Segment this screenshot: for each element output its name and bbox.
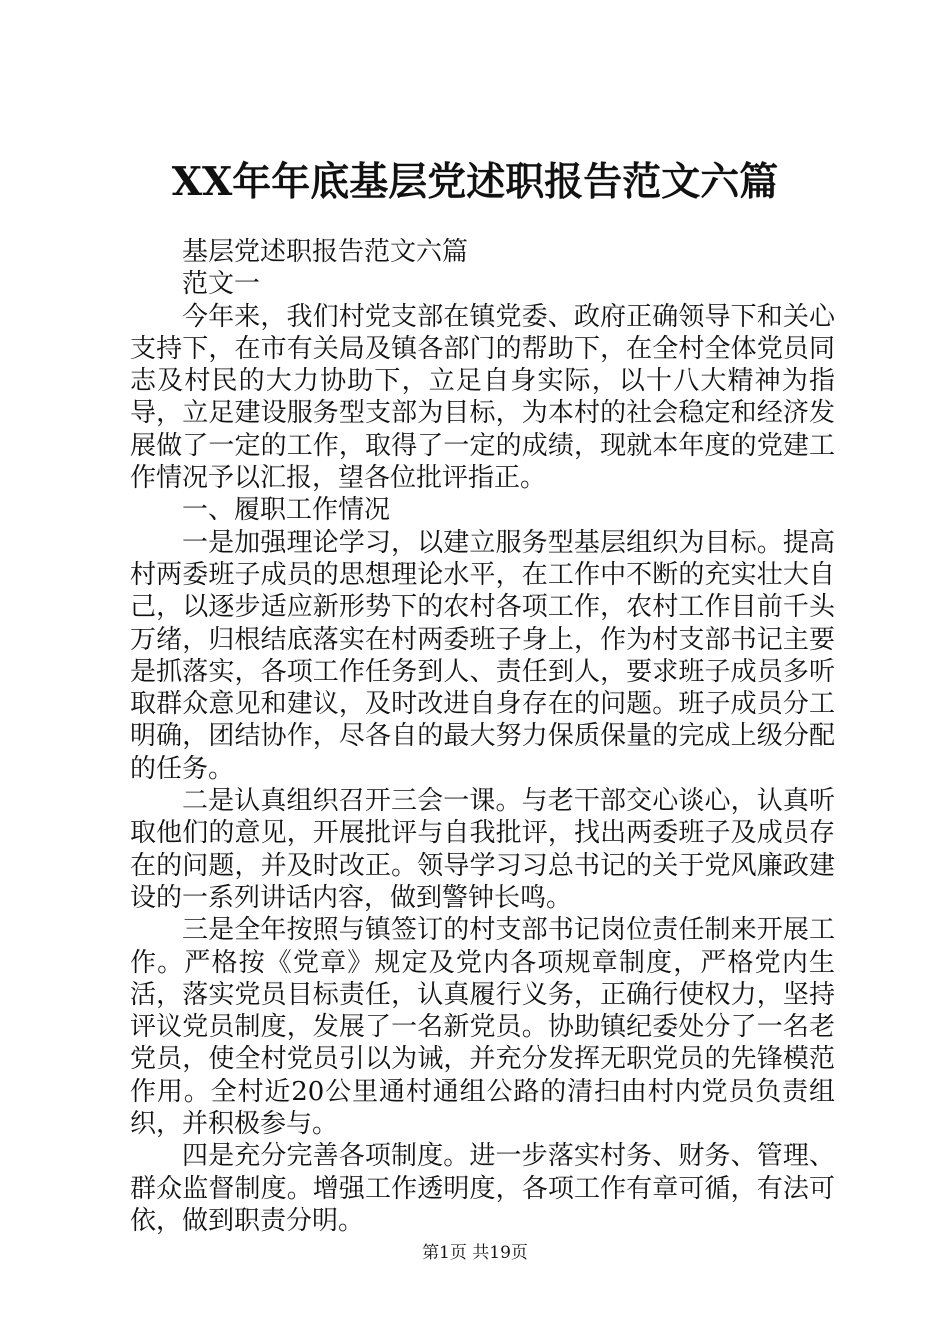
section-heading-paragraph: 一、履职工作情况	[182, 495, 391, 526]
body-paragraph-4: 四是充分完善各项制度。进一步落实村务、财务、管理、群众监督制度。增强工作透明度，各项工作有章可循，有法可依，做到职责分明。	[130, 1141, 835, 1236]
subtitle-paragraph: 基层党述职报告范文六篇	[182, 237, 469, 267]
body-paragraph-1: 一是加强理论学习，以建立服务型基层组织为目标。提高村两委班子成员的思想理论水平，在工作中不断的充实壮大自己，以逐步适应新形势下的农村各项工作，农村工作目前千头万绪，归根结底落实在村两委班子身上，作为村支部书记主要是抓落实，各项工作任务到人、责任到人，要求班子成员多听取群众意见和建议，及时改进自身存在的问题。班子成员分工明确，团结协作，尽各自的最大努力保质保量的完成上级分配的任务。	[130, 527, 835, 784]
page-footer: 第1页 共19页	[422, 1243, 528, 1263]
section-label-paragraph: 范文一	[182, 269, 261, 300]
body-paragraph-3: 三是全年按照与镇签订的村支部书记岗位责任制来开展工作。严格按《党章》规定及党内各项规章制度，严格党内生活，落实党员目标责任，认真履行义务，正确行使权力，坚持评议党员制度，发展了一名新党员。协助镇纪委处分了一名老党员，使全村党员引以为诫，并充分发挥无职党员的先锋模范作用。全村近20公里通村通组公路的清扫由村内党员负责组织，并积极参与。	[130, 915, 835, 1140]
intro-paragraph: 今年来，我们村党支部在镇党委、政府正确领导下和关心支持下，在市有关局及镇各部门的帮助下，在全村全体党员同志及村民的大力协助下，立足自身实际，以十八大精神为指导，立足建设服务型支部为目标，为本村的社会稳定和经济发展做了一定的工作，取得了一定的成绩，现就本年度的党建工作情况予以汇报，望各位批评指正。	[130, 301, 835, 494]
document-title: XX年年底基层党述职报告范文六篇	[171, 159, 779, 205]
document-body	[130, 236, 835, 1237]
body-paragraph-2: 二是认真组织召开三会一课。与老干部交心谈心，认真听取他们的意见，开展批评与自我批评，找出两委班子及成员存在的问题，并及时改正。领导学习习总书记的关于党风廉政建设的一系列讲话内容，做到警钟长鸣。	[130, 786, 835, 913]
